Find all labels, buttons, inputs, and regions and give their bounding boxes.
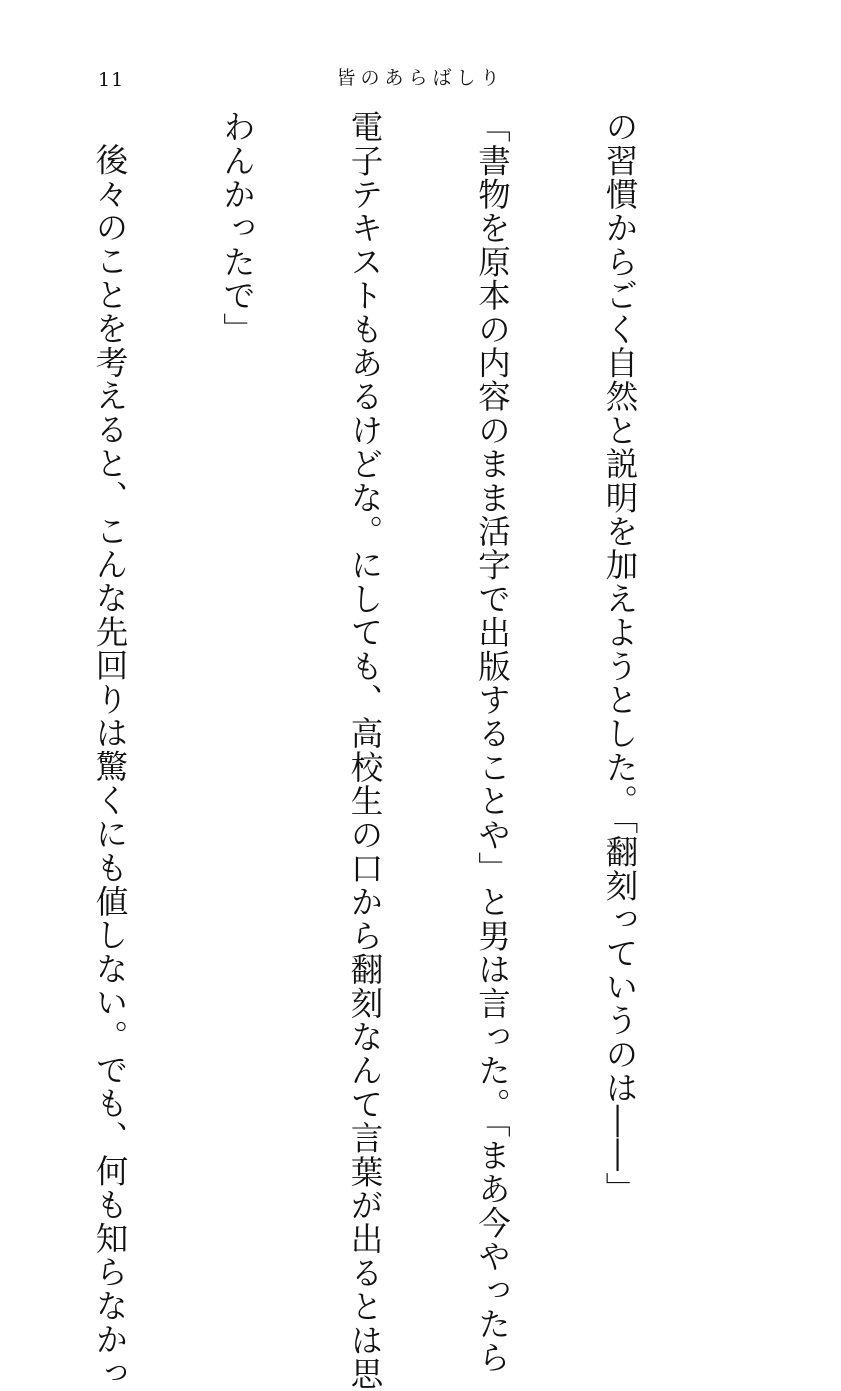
text-line: 電子テキストもあるけどな。にしても、高校生の口から翻刻なんて言葉が出るとは思 [346, 110, 384, 1391]
page-number: 11 [98, 69, 125, 91]
text-line: の習慣からごく自然と説明を加えようとした。「翻刻っていうのは――」 [601, 110, 639, 1206]
vertical-body-text [91, 110, 726, 1391]
text-line: 「書物を原本の内容のまま活字で出版することや」と男は言った。「まあ今やったら [473, 110, 512, 1375]
text-line: わんかったで」 [218, 110, 257, 346]
text-line [0, 110, 4, 1130]
running-head: 皆のあらばしり [336, 67, 505, 89]
text-line: 後々のことを考えると、こんな先回りは驚くにも値しない。でも、何も知らなかっ [91, 142, 129, 1390]
